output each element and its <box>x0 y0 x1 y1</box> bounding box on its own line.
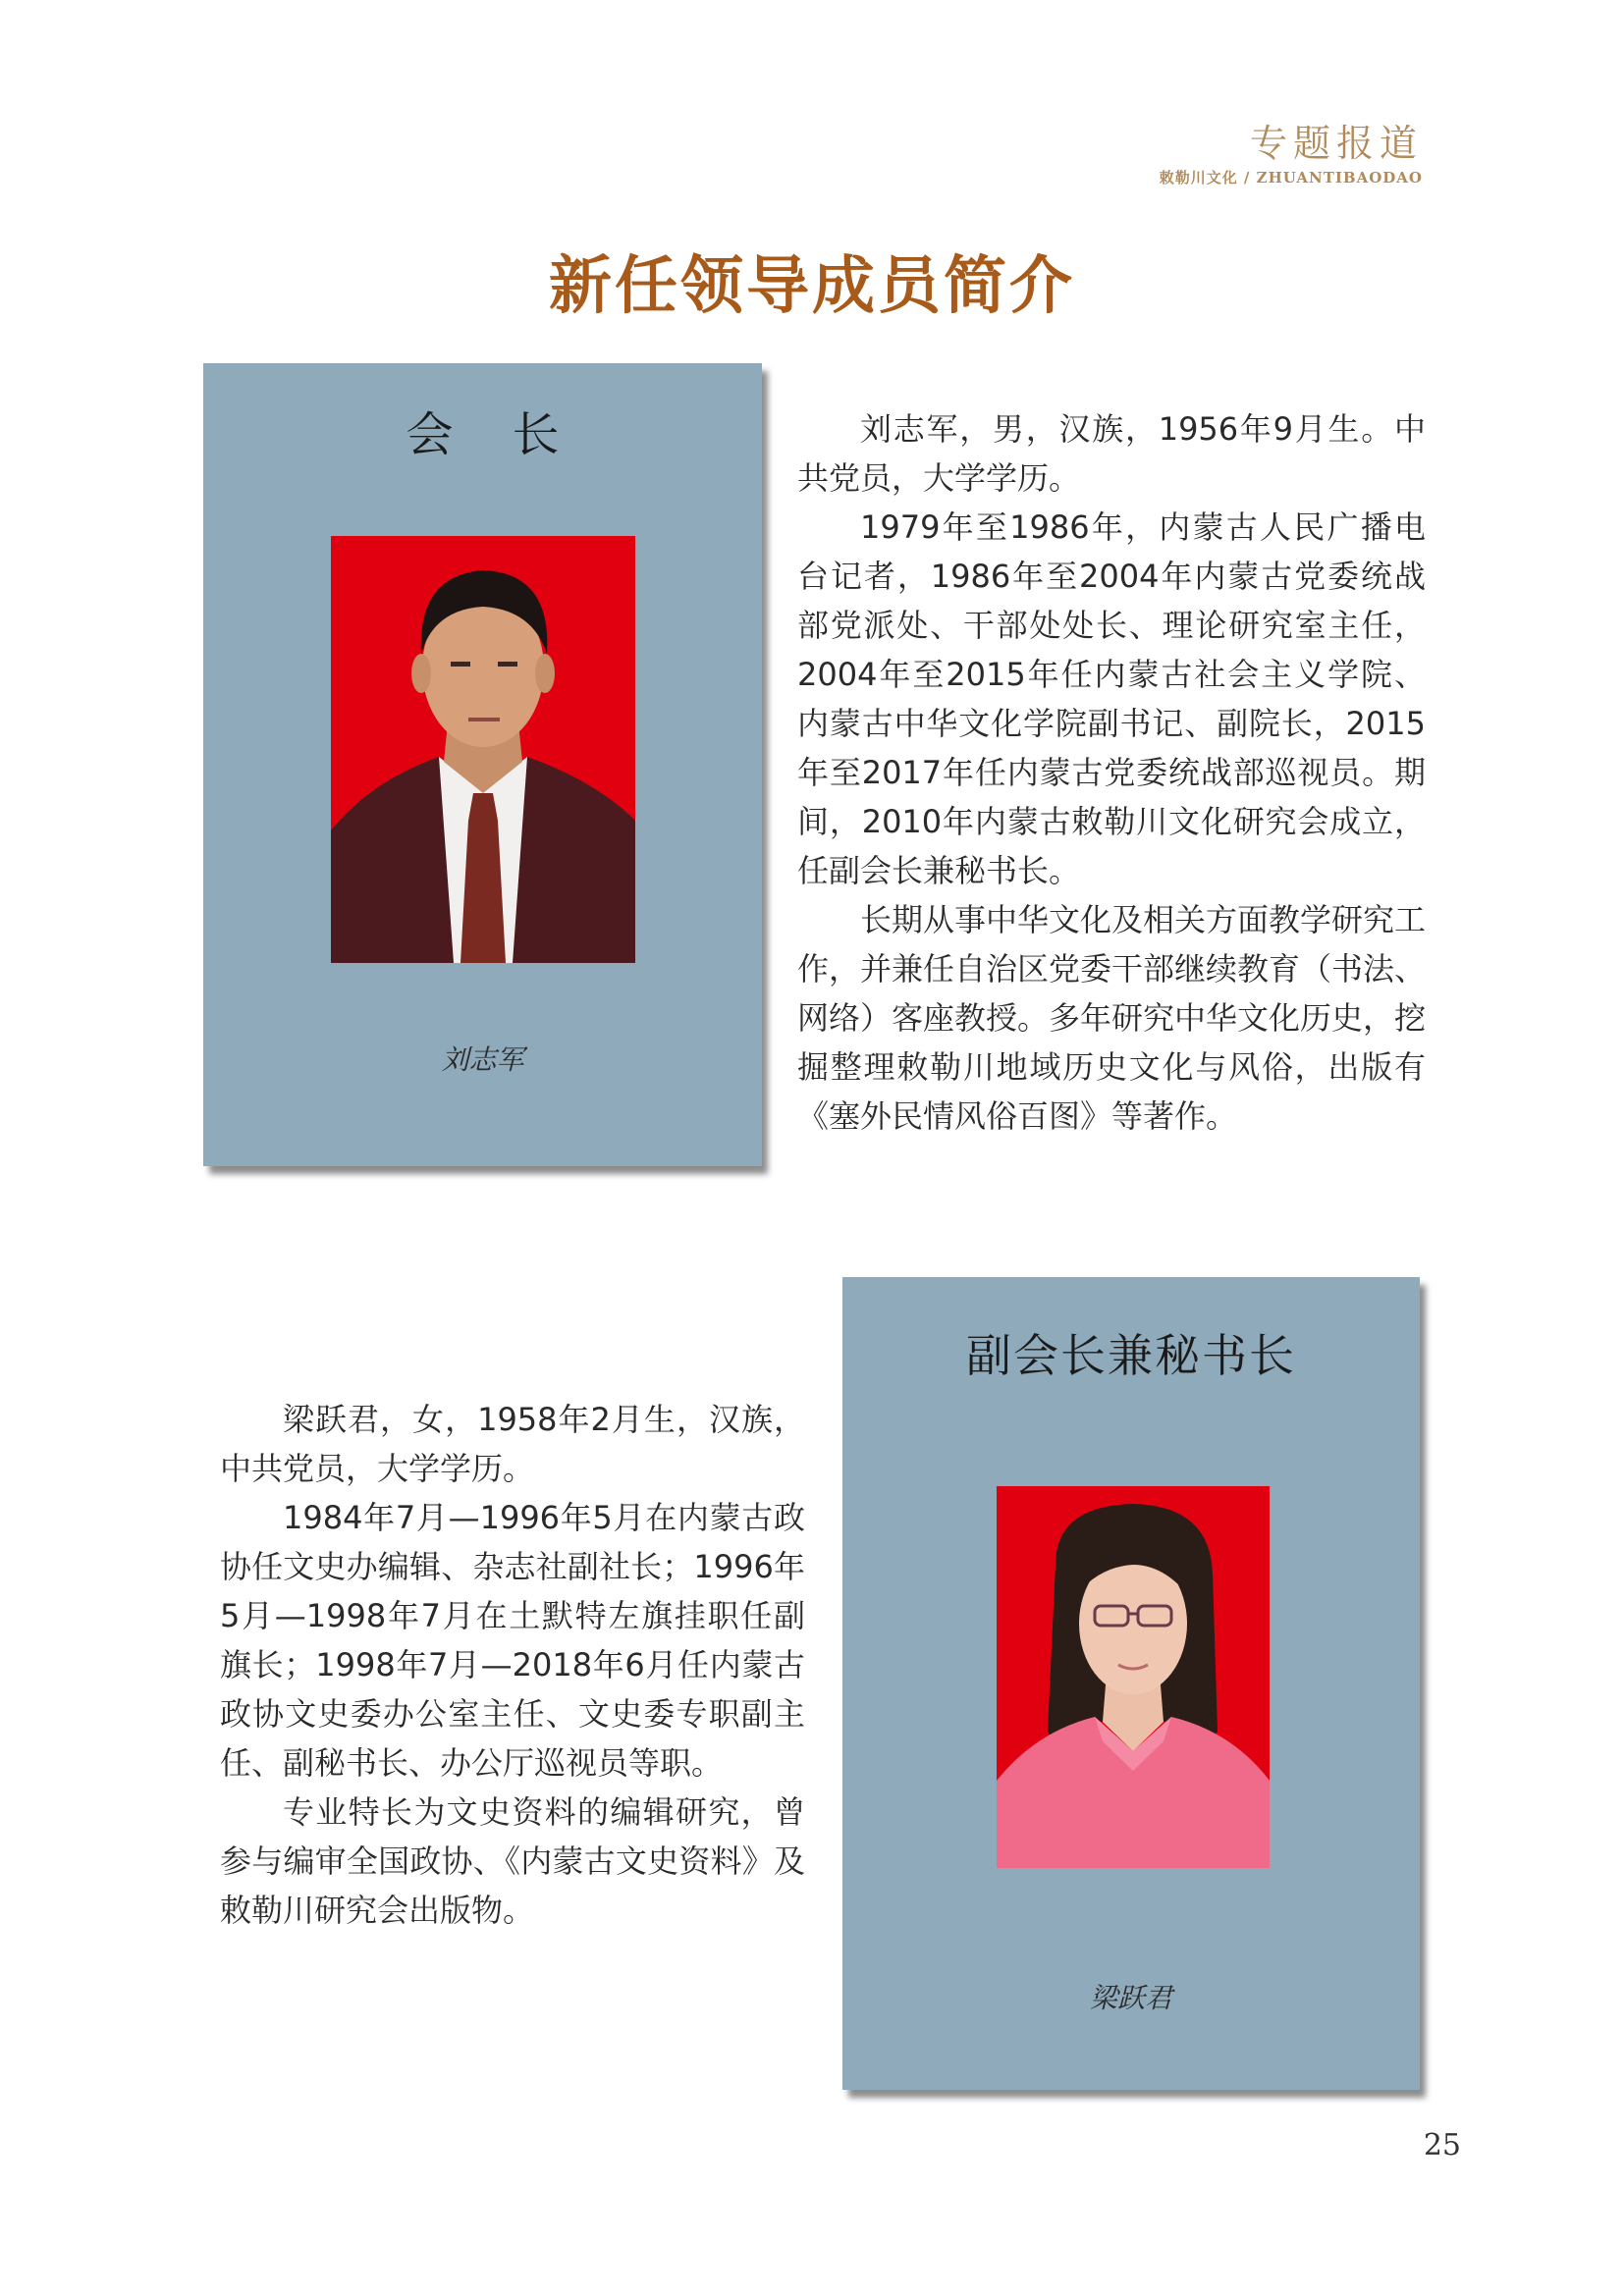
page-title: 新任领导成员简介 <box>549 250 1075 323</box>
portrait-photo-woman <box>997 1486 1270 1868</box>
bio-paragraph: 刘志军，男，汉族，1956年9月生。中共党员，大学学历。 <box>797 410 1426 497</box>
portrait-photo-man <box>331 536 635 963</box>
bio-paragraph: 专业特长为文史资料的编辑研究，曾参与编审全国政协、《内蒙古文史资料》及敕勒川研究会出版物。 <box>220 1793 805 1929</box>
section-subtitle: 敕勒川文化 / ZHUANTIBAODAO <box>1159 169 1423 187</box>
bio-paragraph: 1979年至1986年，内蒙古人民广播电台记者，1986年至2004年内蒙古党委统战部党派处、干部处处长、理论研究室主任，2004年至2015年任内蒙古社会主义学院、内蒙古中华文化学院副书记、副院长，2015年至2017年任内蒙古党委统战部巡视员。期间，2010年内蒙古敕勒川文化研究会成立，任副会长兼秘书长。 <box>797 508 1426 889</box>
profile-name-caption: 梁跃君 <box>1089 1982 1172 2014</box>
bio-paragraph: 长期从事中华文化及相关方面教学研究工作，并兼任自治区党委干部继续教育（书法、网络）客座教授。多年研究中华文化历史，挖掘整理敕勒川地域历史文化与风俗，出版有《塞外民情风俗百图》等著作。 <box>797 901 1427 1135</box>
profile-bio-vice-president <box>220 1395 805 1935</box>
profile-role-heading: 副会长兼秘书长 <box>966 1329 1296 1382</box>
bio-paragraph: 梁跃君，女，1958年2月生，汉族，中共党员，大学学历。 <box>220 1401 805 1487</box>
section-title: 专题报道 <box>1249 122 1423 165</box>
bio-paragraph: 1984年7月—1996年5月在内蒙古政协任文史办编辑、杂志社副社长；1996年5月—1998年7月在土默特左旗挂职任副旗长；1998年7月—2018年6月任内蒙古政协文史委办公室主任、文史委专职副主任、副秘书长、办公厅巡视员等职。 <box>220 1499 805 1782</box>
profile-card-vice-president <box>842 1277 1420 2090</box>
profile-name-caption: 刘志军 <box>441 1043 524 1076</box>
page-number: 25 <box>1423 2128 1461 2163</box>
profile-bio-president <box>797 404 1426 1141</box>
profile-card-president <box>203 363 762 1166</box>
profile-role-heading: 会长 <box>406 407 619 462</box>
